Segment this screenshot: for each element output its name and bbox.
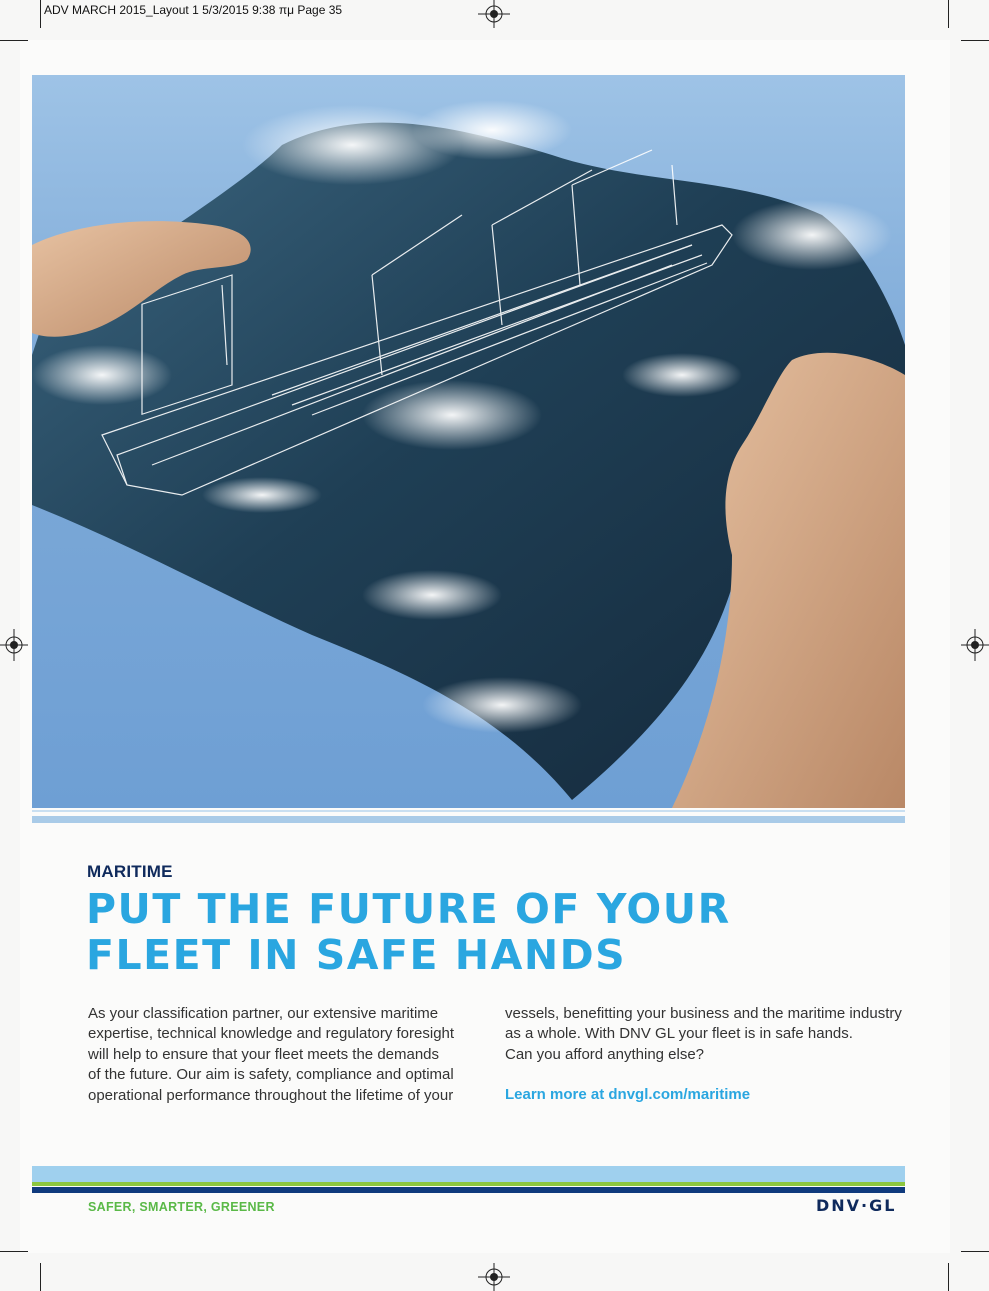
body-line: vessels, benefitting your business and the maritime industry (505, 1005, 902, 1022)
crop-mark-icon (948, 1263, 949, 1291)
registration-mark-icon (0, 629, 28, 661)
headline (86, 886, 906, 978)
learn-more-link[interactable]: Learn more at dnvgl.com/maritime (505, 1086, 751, 1103)
crop-mark-icon (961, 1251, 989, 1252)
body-column-1 (88, 1004, 488, 1106)
registration-mark-icon (961, 629, 989, 661)
divider-blue (32, 816, 905, 823)
registration-mark-icon (478, 1263, 510, 1291)
crop-mark-icon (961, 40, 989, 41)
body-line: as a whole. With DNV GL your fleet is in safe hands. (505, 1025, 853, 1043)
body-line: expertise, technical knowledge and regulatory foresight (88, 1025, 455, 1043)
crop-mark-icon (948, 0, 949, 28)
divider-thin (32, 810, 905, 812)
footer-band-light (32, 1166, 905, 1182)
crop-mark-icon (0, 1251, 28, 1252)
body-line: As your classification partner, our extensive maritime (88, 1005, 439, 1022)
hero-image (32, 75, 905, 808)
footer-band-green (32, 1182, 905, 1186)
headline-line-2: FLEET IN SAFE HANDS (86, 931, 627, 979)
section-kicker: MARITIME (87, 862, 173, 881)
headline-line-1: PUT THE FUTURE OF YOUR (86, 885, 731, 933)
body-line: of the future. Our aim is safety, compliance and optimal (88, 1066, 454, 1084)
body-column-2 (505, 1004, 910, 1065)
crop-mark-icon (40, 1263, 41, 1291)
footer-tagline: SAFER, SMARTER, GREENER (88, 1200, 275, 1214)
company-logo: DNV·GL (816, 1196, 897, 1215)
body-line: operational performance throughout the lifetime of your (88, 1086, 454, 1104)
ocean-sheet-illustration (32, 75, 905, 808)
footer-band-navy (32, 1187, 905, 1193)
crop-mark-icon (40, 0, 41, 28)
body-line: will help to ensure that your fleet meets the demands (88, 1045, 440, 1063)
registration-mark-icon (478, 0, 510, 28)
body-line: Can you afford anything else? (505, 1045, 705, 1063)
crop-mark-icon (0, 40, 28, 41)
print-slug: ADV MARCH 2015_Layout 1 5/3/2015 9:38 πμ Page 35 (44, 3, 343, 17)
